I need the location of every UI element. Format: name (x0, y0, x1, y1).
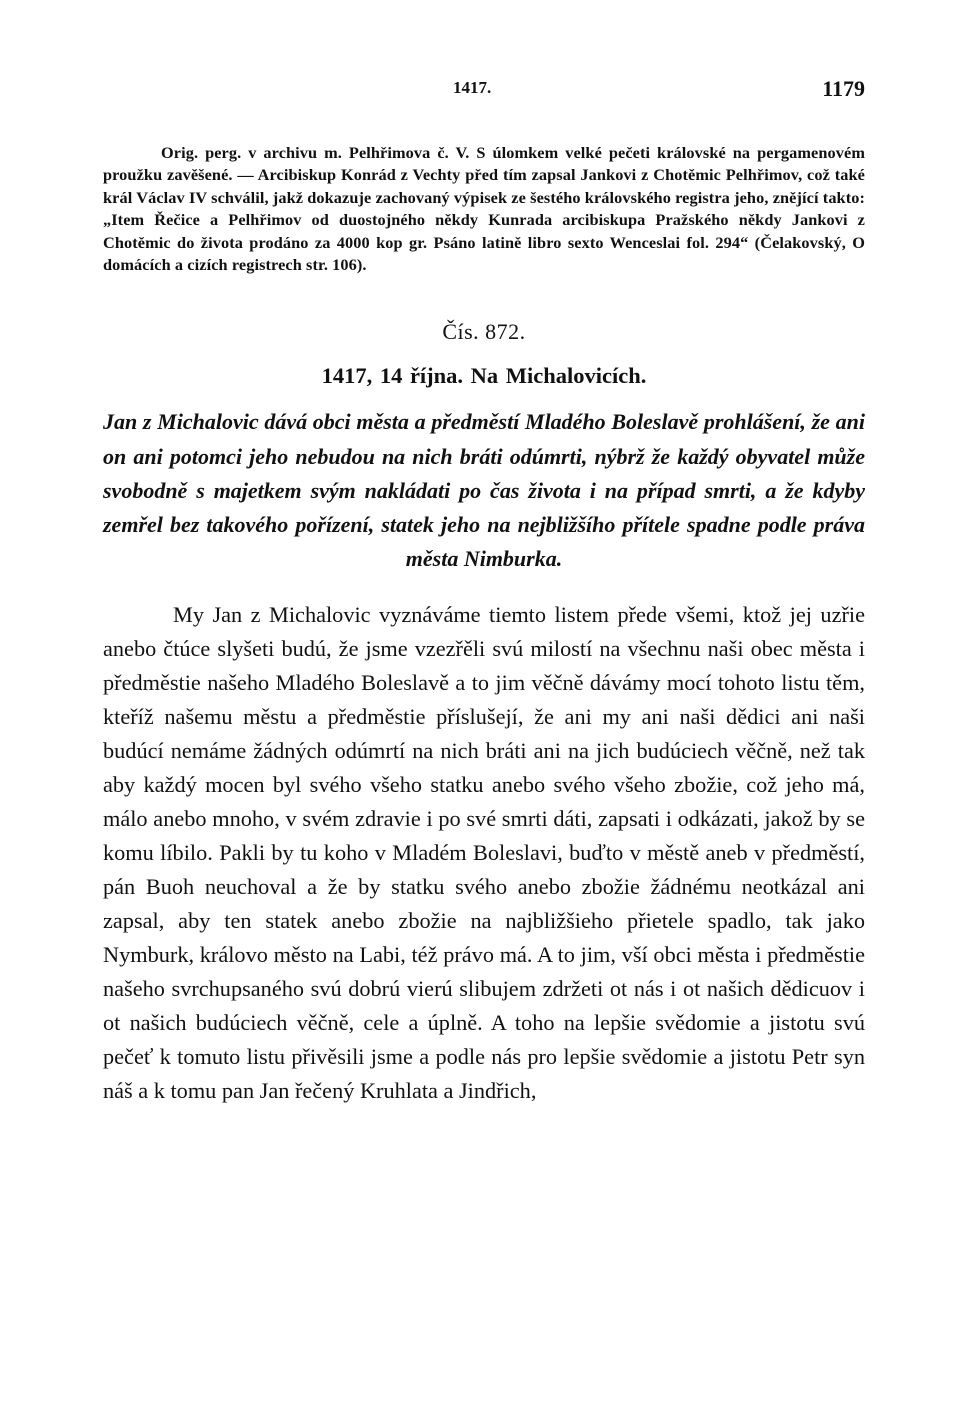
running-header (103, 78, 865, 112)
document-number: Čís. 872. (442, 319, 526, 345)
document-regest: Jan z Michalovic dává obci města a předměstí Mladého Boleslavě prohlášení, že ani on ani potomci jeho nebudou na nich bráti odúmrti, nýbrž že každý obyvatel může svobodně s majetkem svým nakládati po čas života i na případ smrti, a že kdyby zemřel bez takového pořízení, statek jeho na nejbližšího přítele spadne podle práva města Nimburka. (103, 409, 865, 572)
archival-note: Orig. perg. v archivu m. Pelhřimova č. V. S úlomkem velké pečeti královské na pergamenovém proužku zavěšené. — Arcibiskup Konrád z Vechty před tím zapsal Jankovi z Chotěmic Pelhřimov, což také král Václav IV schválil, jakž dokazuje zachovaný výpisek ze šestého královského registra jeho, znějící takto: „Item Řečice a Pelhřimov od duostojného někdy Kunrada arcibiskupa Pražského někdy Jankovi z Chotěmic do života prodáno za 4000 kop gr. Psáno latině libro sexto Wenceslai fol. 294“ (Čelakovský, O domácích a cizích registrech str. 106). (103, 143, 865, 275)
page-number: 1179 (822, 76, 865, 101)
running-header-year: 1417. (453, 78, 492, 97)
document-text: My Jan z Michalovic vyznáváme tiemto listem přede všemi, ktož jej uzřie anebo čtúce slyšeti budú, že jsme vzezřěli svú milostí na všechnu naši obec města i předměstie našeho Mladého Boleslavě a to jim věčně dávámy mocí tohoto listu těm, kteříž našemu městu a předměstie příslušejí, že ani my ani naši dědici ani naši budúcí nemáme žádných odúmrtí na nich bráti ani na jich budúciech věčně, než tak aby každý mocen byl svého všeho statku anebo svého všeho zbožie, což jeho má, málo anebo mnoho, v svém zdravie i po své smrti dáti, zapsati i odkázati, jakož by se komu líbilo. Pakli by tu koho v Mladém Boleslavi, buďto v městě aneb v předměstí, pán Buoh neuchoval a že by statku svého anebo zbožie žádnému neotkázal ani zapsal, aby ten statek anebo zbožie na najbližšieho přietele spadlo, tak jako Nymburk, královo město na Labi, též právo má. A to jim, vší obci města i předměstie našeho svrchupsaného svú dobrú vierú slibujem zdržeti ot nás i ot našich dědicuov i ot našich budúciech věčně, cele a úplně. A toho na lepšie svědomie a jistotu svú pečeť k tomuto listu přivěsili jsme a podle nás pro lepšie svědomie a jistotu Petr syn náš a k tomu pan Jan řečený Kruhlata a Jindřich, (103, 602, 865, 1104)
document-page (103, 78, 865, 1131)
document-date-place: 1417, 14 října. Na Michalovicích. (321, 363, 647, 389)
